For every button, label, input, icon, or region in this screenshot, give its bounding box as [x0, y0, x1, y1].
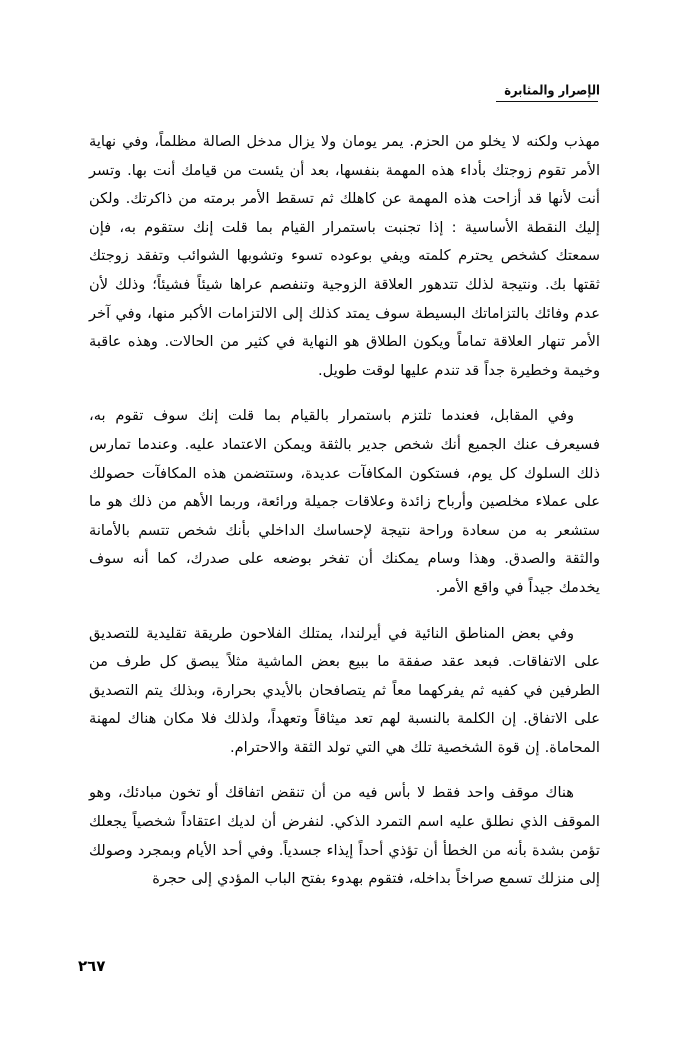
body-text-block — [89, 128, 600, 894]
running-header — [98, 80, 600, 99]
paragraph: هناك موقف واحد فقط لا بأس فيه من أن تنقض اتفاقك أو تخون مبادئك، وهو الموقف الذي نطلق عليه اسم التمرد الذكي. لنفرض أن لديك اعتقاداً شخصياً يجعلك تؤمن بشدة بأنه من الخطأ أن تؤذي أحداً إيذاء جسدياً. وفي أحد الأيام وبمجرد وصولك إلى منزلك تسمع صراخاً بداخله، فتقوم بهدوء بفتح الباب المؤدي إلى حجرة — [89, 784, 600, 888]
paragraph: وفي المقابل، فعندما تلتزم باستمرار بالقيام بما قلت إنك سوف تقوم به، فسيعرف عنك الجميع أنك شخص جدير بالثقة ويمكن الاعتماد عليه. وعندما تمارس ذلك السلوك كل يوم، فستكون المكافآت عديدة، وستتضمن هذه المكافآت حصولك على عملاء مخلصين وأرباح زائدة وعلاقات جميلة ورائعة، وربما الأهم من ذلك هو ما ستشعر به من سعادة وراحة نتيجة لإحساسك الداخلي بأنك شخص تتسم بالأمانة والثقة والصدق. وهذا وسام يمكنك أن تفخر بوضعه على صدرك، كما أنه سوف يخدمك جيداً في واقع الأمر. — [89, 407, 600, 596]
header-divider-rule — [496, 101, 598, 102]
chapter-title: الإصرار والمثابرة — [504, 82, 600, 99]
paragraph: وفي بعض المناطق النائية في أيرلندا، يمتلك الفلاحون طريقة تقليدية للتصديق على الاتفاقات. فبعد عقد صفقة ما ببيع بعض الماشية مثلاً يبصق كل طرف من الطرفين في كفيه ثم يفركهما معاً ثم يتصافحان بالأيدي بحرارة، وبذلك يتم التصديق على الاتفاق. إن الكلمة بالنسبة لهم تعد ميثاقاً وتعهداً، ولذلك فلا مكان هناك لمهنة المحاماة. إن قوة الشخصية تلك هي التي تولد الثقة والاحترام. — [89, 624, 600, 756]
paragraph: مهذب ولكنه لا يخلو من الحزم. يمر يومان ولا يزال مدخل الصالة مظلماً، وفي نهاية الأمر تقوم زوجتك بأداء هذه المهمة بنفسها، بعد أن يئست من قيامك أنت بها. وتسر أنت لأنها قد أزاحت هذه المهمة عن كاهلك ثم تسقط الأمر برمته من ذاكرتك. ولكن إليك النقطة الأساسية : إذا تجنبت باستمرار القيام بما قلت إنك ستقوم به، فإن سمعتك كشخص يحترم كلمته ويفي بوعوده تسوء وتشوبها الشوائب وتفقد زوجتك ثقتها بك. ونتيجة لذلك تتدهور العلاقة الزوجية وتنفصم عراها شيئاً فشيئاً؛ وذلك لأن عدم وفائك بالتزاماتك البسيطة سوف يمتد كذلك إلى الالتزامات الأكبر منها، وفي آخر الأمر تنهار العلاقة تماماً ويكون الطلاق هو النهاية في كثير من الحالات. وهذه عاقبة وخيمة وخطيرة جداً قد تندم عليها لوقت طويل. — [89, 133, 600, 379]
page-number: ٢٦٧ — [78, 957, 106, 975]
